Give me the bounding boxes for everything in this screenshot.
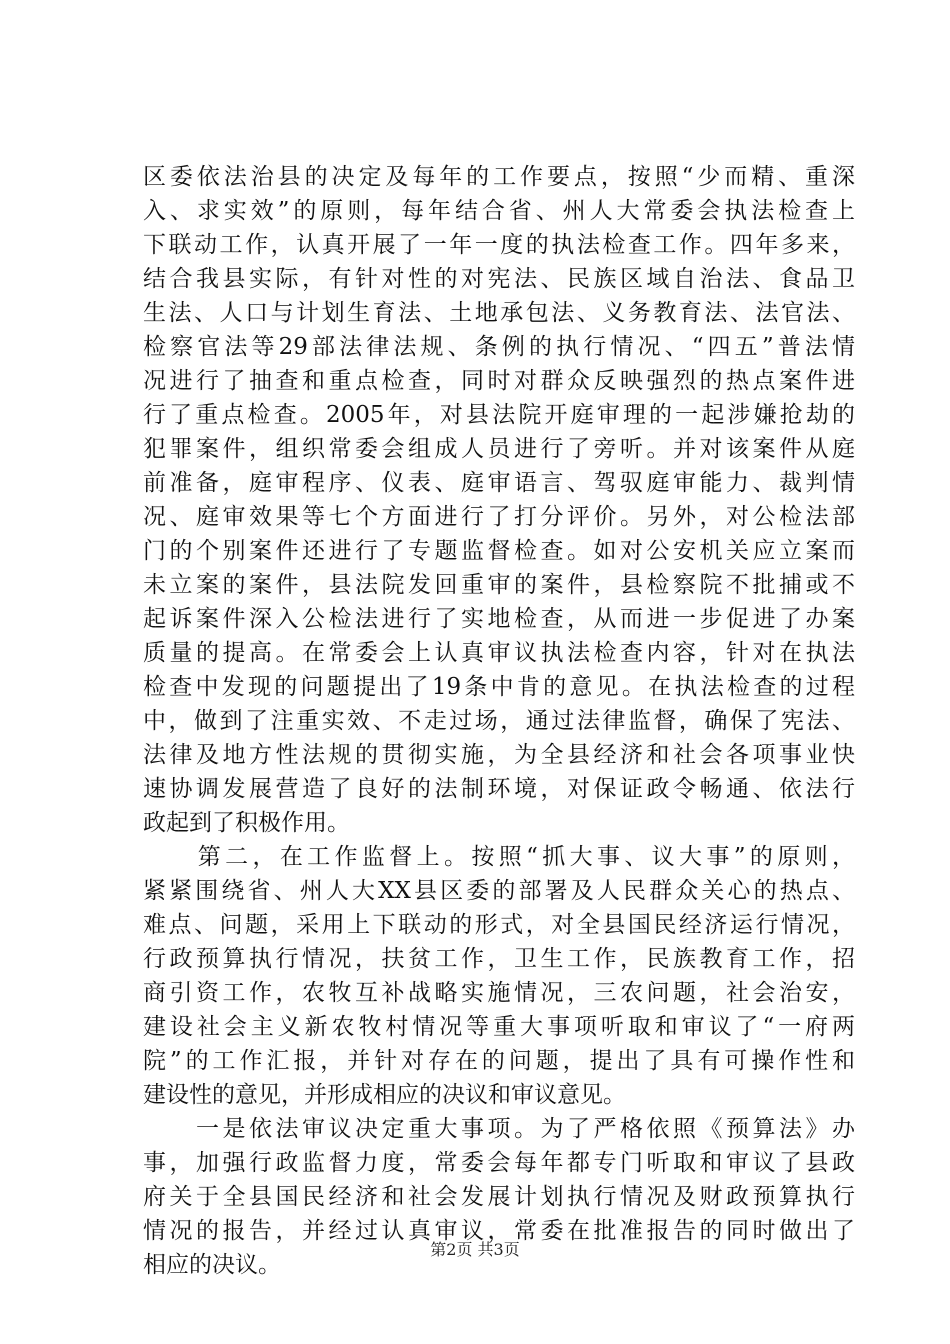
- text-line: 事，加强行政监督力度，常委会每年都专门听取和审议了县政: [143, 1150, 855, 1176]
- text-line: 起诉案件深入公检法进行了实地检查，从而进一步促进了办案: [143, 606, 855, 632]
- paragraph-end-line: 相应的决议。: [143, 1252, 281, 1278]
- text-line: 门的个别案件还进行了专题监督检查。如对公安机关应立案而: [143, 538, 855, 564]
- text-line: 难点、问题，采用上下联动的形式，对全县国民经济运行情况，: [143, 912, 855, 938]
- text-line: 商引资工作，农牧互补战略实施情况，三农问题，社会治安，: [143, 980, 855, 1006]
- text-line: 情况的报告，并经过认真审议，常委在批准报告的同时做出了: [143, 1218, 855, 1244]
- text-line: 检察官法等29部法律法规、条例的执行情况、“四五”普法情: [143, 334, 855, 360]
- text-line: 紧紧围绕省、州人大XX县区委的部署及人民群众关心的热点、: [143, 878, 855, 904]
- text-line: 未立案的案件，县法院发回重审的案件，县检察院不批捕或不: [143, 572, 855, 598]
- text-line: 检查中发现的问题提出了19条中肯的意见。在执法检查的过程: [143, 674, 855, 700]
- text-line: 质量的提高。在常委会上认真审议执法检查内容，针对在执法: [143, 640, 855, 666]
- text-line: 生法、人口与计划生育法、土地承包法、义务教育法、法官法、: [143, 300, 855, 326]
- text-line: 况进行了抽查和重点检查，同时对群众反映强烈的热点案件进: [143, 368, 855, 394]
- text-line: 况、庭审效果等七个方面进行了打分评价。另外，对公检法部: [143, 504, 855, 530]
- text-line: 区委依法治县的决定及每年的工作要点，按照“少而精、重深: [143, 164, 855, 190]
- text-line: 下联动工作，认真开展了一年一度的执法检查工作。四年多来，: [143, 232, 855, 258]
- text-line: 行了重点检查。2005年，对县法院开庭审理的一起涉嫌抢劫的: [143, 402, 855, 428]
- paragraph-end-line: 政起到了积极作用。: [143, 810, 350, 836]
- text-line: 入、求实效”的原则，每年结合省、州人大常委会执法检查上: [143, 198, 855, 224]
- text-line: 前准备，庭审程序、仪表、庭审语言、驾驭庭审能力、裁判情: [143, 470, 855, 496]
- text-line: 结合我县实际，有针对性的对宪法、民族区域自治法、食品卫: [143, 266, 855, 292]
- page-number-footer: 第2页 共3页: [430, 1240, 520, 1259]
- body-text: [143, 160, 855, 1282]
- paragraph-start-line: 第二，在工作监督上。按照“抓大事、议大事”的原则，: [143, 844, 855, 870]
- text-line: 院”的工作汇报，并针对存在的问题，提出了具有可操作性和: [143, 1048, 855, 1074]
- paragraph-end-line: 建设性的意见，并形成相应的决议和审议意见。: [143, 1082, 626, 1108]
- text-line: 速协调发展营造了良好的法制环境，对保证政令畅通、依法行: [143, 776, 855, 802]
- text-line: 法律及地方性法规的贯彻实施，为全县经济和社会各项事业快: [143, 742, 855, 768]
- paragraph-start-line: 一是依法审议决定重大事项。为了严格依照《预算法》办: [143, 1116, 855, 1142]
- text-line: 行政预算执行情况，扶贫工作，卫生工作，民族教育工作，招: [143, 946, 855, 972]
- text-line: 犯罪案件，组织常委会组成人员进行了旁听。并对该案件从庭: [143, 436, 855, 462]
- text-line: 府关于全县国民经济和社会发展计划执行情况及财政预算执行: [143, 1184, 855, 1210]
- text-line: 中，做到了注重实效、不走过场，通过法律监督，确保了宪法、: [143, 708, 855, 734]
- text-line: 建设社会主义新农牧村情况等重大事项听取和审议了“一府两: [143, 1014, 855, 1040]
